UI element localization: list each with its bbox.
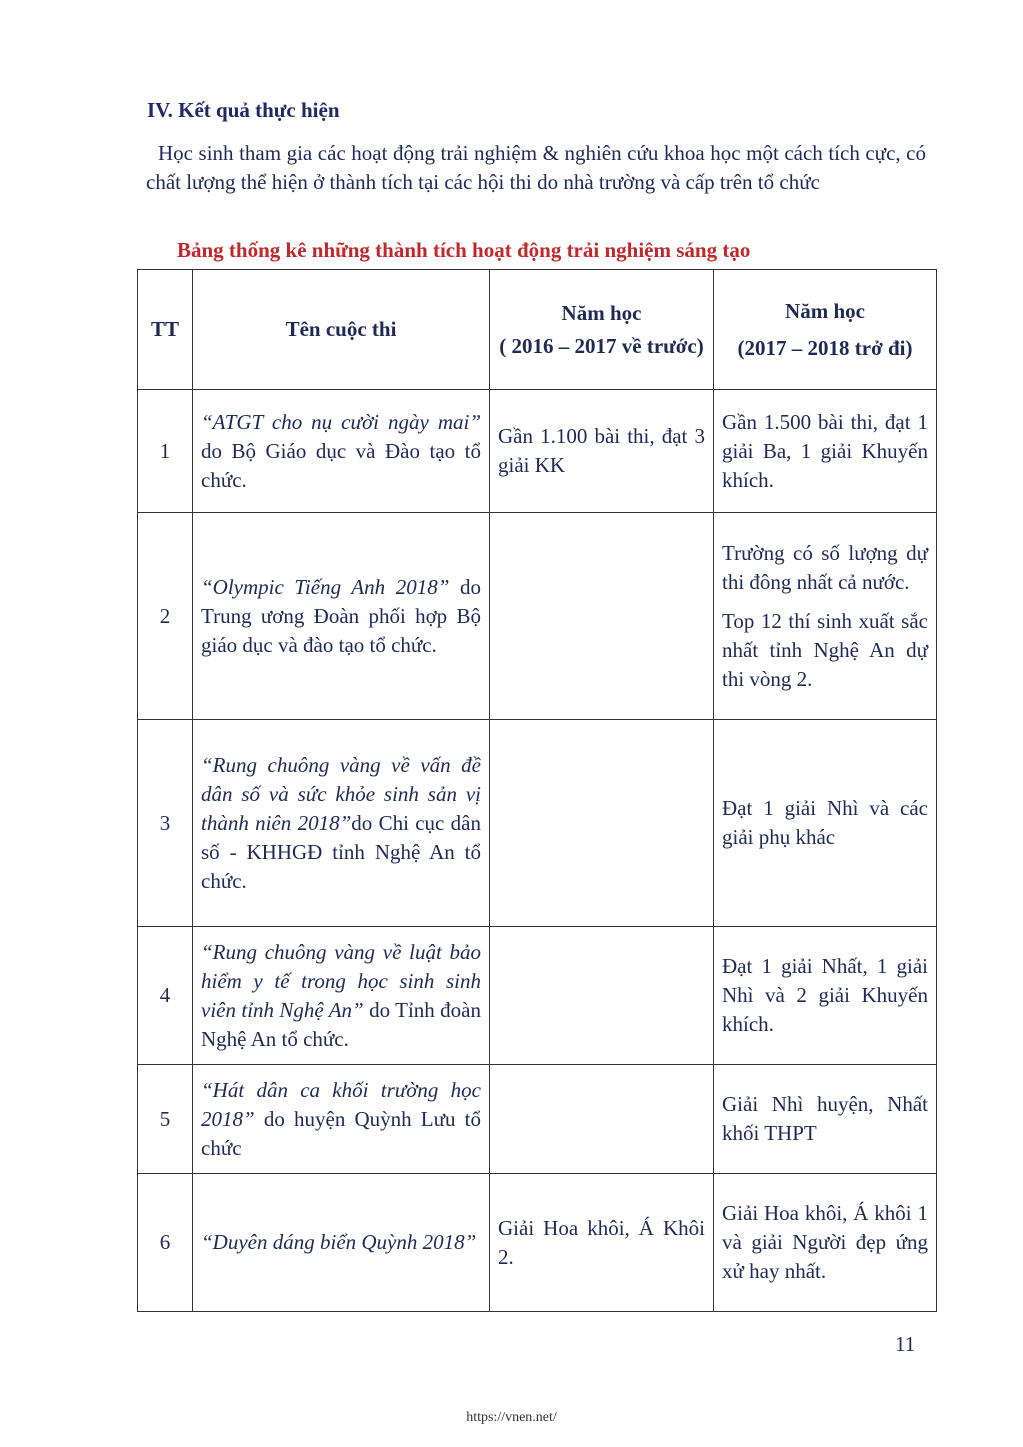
section-heading: IV. Kết quả thực hiện [147, 98, 340, 122]
header-contest-name: Tên cuộc thi [193, 270, 490, 390]
table-row [138, 1174, 937, 1312]
contest-title: “Rung chuông vàng về vấn đề dân số và sức khỏe sinh sản vị thành niên 2018” [201, 752, 481, 835]
result-paragraph: Gần 1.500 bài thi, đạt 1 giải Ba, 1 giải Khuyến khích. [722, 409, 928, 492]
contest-organizer: do Bộ Giáo dục và Đào tạo tổ chức. [201, 438, 481, 492]
result-before-2017 [490, 1065, 714, 1174]
contest-organizer: do Trung ương Đoàn phối hợp Bộ giáo dục và đào tạo tổ chức. [201, 574, 481, 657]
result-before-2017: Giải Hoa khôi, Á Khôi 2. [490, 1174, 714, 1312]
table-row [138, 927, 937, 1065]
contest-name [193, 513, 490, 720]
contest-title: “Rung chuông vàng về luật bảo hiểm y tế trong học sinh sinh viên tỉnh Nghệ An” [201, 939, 481, 1022]
row-number: 1 [138, 390, 193, 513]
result-from-2017 [714, 1065, 937, 1174]
result-before-2017 [490, 720, 714, 927]
contest-name [193, 390, 490, 513]
header-year-from-2017 [714, 270, 937, 390]
row-number: 2 [138, 513, 193, 720]
contest-name [193, 927, 490, 1065]
result-from-2017 [714, 927, 937, 1065]
header-year1-line2: ( 2016 – 2017 về trước) [499, 333, 704, 358]
contest-title: “Duyên dáng biển Quỳnh 2018” [201, 1230, 477, 1254]
contest-name [193, 1174, 490, 1312]
result-paragraph: Đạt 1 giải Nhất, 1 giải Nhì và 2 giải Khuyến khích. [722, 954, 928, 1036]
result-paragraph: Giải Nhì huyện, Nhất khối THPT [722, 1092, 928, 1145]
intro-text: Học sinh tham gia các hoạt động trải nghiệm & nghiên cứu khoa học một cách tích cực, có chất lượng thể hiện ở thành tích tại các hội thi do nhà trường và cấp trên tổ chức [146, 141, 926, 194]
contest-name [193, 720, 490, 927]
footer-url: https://vnen.net/ [466, 1410, 557, 1425]
contest-organizer: do Tỉnh đoàn Nghệ An tổ chức. [201, 997, 481, 1051]
result-paragraph: Giải Hoa khôi, Á khôi 1 và giải Người đẹp ứng xử hay nhất. [722, 1201, 928, 1283]
table-header-row [138, 270, 937, 390]
page-number: 11 [895, 1332, 916, 1356]
row-number: 6 [138, 1174, 193, 1312]
contest-organizer: do huyện Quỳnh Lưu tổ chức [201, 1106, 481, 1160]
table-row [138, 720, 937, 927]
header-year1-line1: Năm học [561, 300, 642, 325]
row-number: 3 [138, 720, 193, 927]
contest-title: “Hát dân ca khối trường học 2018” [201, 1077, 481, 1131]
header-year-before-2017 [490, 270, 714, 390]
result-from-2017 [714, 720, 937, 927]
achievements-table [137, 269, 937, 1312]
table-row [138, 390, 937, 513]
header-tt: TT [138, 270, 193, 390]
result-before-2017 [490, 927, 714, 1065]
header-year2-line2: (2017 – 2018 trở đi) [737, 335, 913, 360]
table-caption: Bảng thống kê những thành tích hoạt động trải nghiệm sáng tạo [177, 238, 751, 262]
row-number: 5 [138, 1065, 193, 1174]
contest-title: “Olympic Tiếng Anh 2018” [201, 574, 450, 599]
result-before-2017: Gần 1.100 bài thi, đạt 3 giải KK [490, 390, 714, 513]
result-paragraph: Top 12 thí sinh xuất sắc nhất tỉnh Nghệ An dự thi vòng 2. [722, 608, 928, 691]
result-paragraph: Đạt 1 giải Nhì và các giải phụ khác [722, 796, 928, 849]
contest-title: “ATGT cho nụ cười ngày mai” [201, 409, 481, 434]
table-row [138, 513, 937, 720]
contest-name [193, 1065, 490, 1174]
result-paragraph: Trường có số lượng dự thi đông nhất cả nước. [722, 540, 928, 594]
table-row [138, 1065, 937, 1174]
intro-paragraph [146, 139, 926, 197]
header-year2-line1: Năm học [785, 298, 865, 323]
result-before-2017 [490, 513, 714, 720]
result-from-2017 [714, 513, 937, 720]
result-from-2017 [714, 1174, 937, 1312]
result-from-2017 [714, 390, 937, 513]
row-number: 4 [138, 927, 193, 1065]
contest-organizer: do Chi cục dân số - KHHGĐ tỉnh Nghệ An tổ chức. [201, 810, 481, 893]
